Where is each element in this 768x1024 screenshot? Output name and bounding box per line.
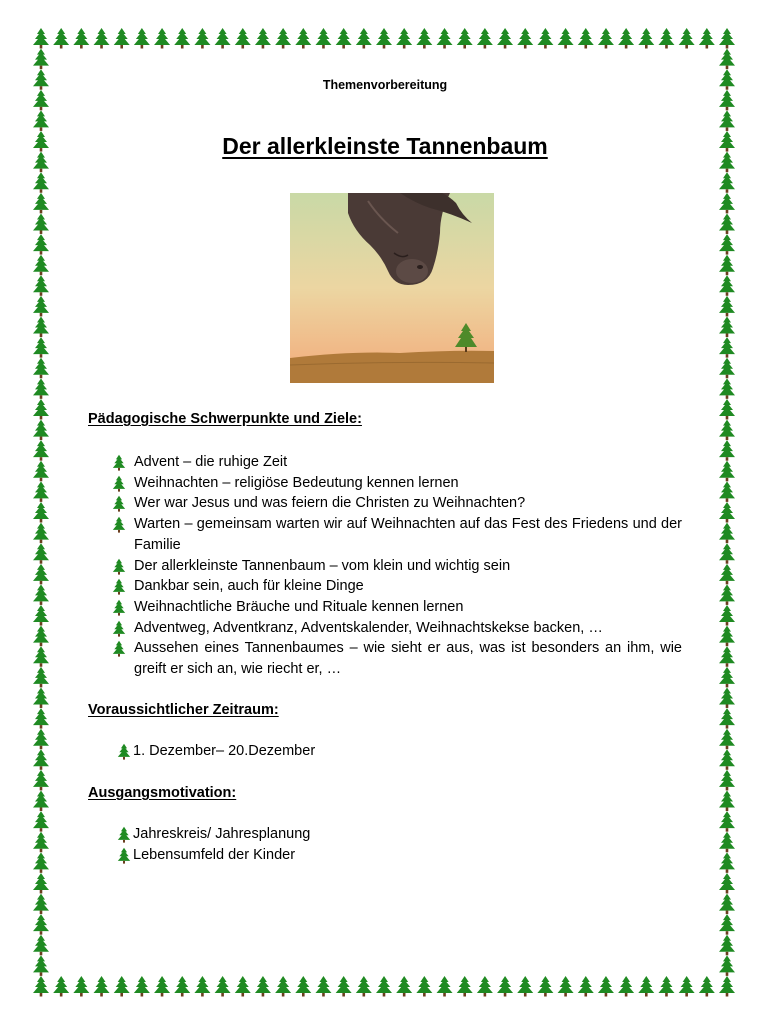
list-item: [88, 473, 682, 494]
border-tree-icon: [33, 852, 49, 873]
border-tree-icon: [719, 255, 735, 276]
border-tree-icon: [33, 873, 49, 894]
border-tree-icon: [719, 626, 735, 647]
border-tree-icon: [33, 543, 49, 564]
document-title: Der allerkleinste Tannenbaum: [222, 133, 548, 159]
border-tree-icon: [33, 502, 49, 523]
list-item-text: Lebensumfeld der Kinder: [133, 846, 296, 863]
border-tree-icon: [33, 605, 49, 626]
motivation-heading: Ausgangsmotivation:: [88, 785, 237, 801]
list-item-text: Wer war Jesus und was feiern die Christen zu Weihnachten?: [134, 495, 526, 512]
border-tree-icon: [33, 584, 49, 605]
border-tree-icon: [719, 317, 735, 338]
border-tree-icon: [33, 152, 49, 173]
border-tree-icon: [33, 626, 49, 647]
border-tree-icon: [33, 811, 49, 832]
border-tree-icon: [719, 110, 735, 131]
border-tree-icon: [33, 358, 49, 379]
fir-tree-icon: [110, 620, 128, 637]
list-item-text: Dankbar sein, auch für kleine Dinge: [134, 578, 364, 595]
border-tree-icon: [33, 687, 49, 708]
border-tree-icon: [719, 49, 735, 70]
border-tree-icon: [33, 646, 49, 667]
border-tree-icon: [33, 213, 49, 234]
fir-tree-icon: [110, 516, 128, 533]
border-tree-icon: [53, 28, 69, 49]
border-tree-icon: [719, 296, 735, 317]
document-page: [88, 0, 682, 1024]
border-tree-icon: [33, 90, 49, 111]
border-tree-icon: [33, 770, 49, 791]
period-heading: Voraussichtlicher Zeitraum:: [88, 702, 279, 718]
fir-tree-icon: [110, 475, 128, 492]
list-item: [88, 514, 682, 555]
border-tree-icon: [719, 481, 735, 502]
list-item: [88, 638, 682, 679]
border-tree-icon: [33, 894, 49, 915]
list-item: [88, 597, 682, 618]
border-tree-icon: [719, 420, 735, 441]
border-tree-icon: [33, 523, 49, 544]
border-tree-icon: [719, 28, 735, 49]
border-tree-icon: [33, 110, 49, 131]
list-item: [88, 576, 682, 597]
border-tree-icon: [719, 935, 735, 956]
border-tree-icon: [719, 914, 735, 935]
border-tree-icon: [719, 152, 735, 173]
border-tree-icon: [719, 378, 735, 399]
border-tree-icon: [33, 172, 49, 193]
border-tree-icon: [719, 667, 735, 688]
border-tree-icon: [719, 172, 735, 193]
border-tree-icon: [719, 770, 735, 791]
border-tree-icon: [719, 399, 735, 420]
list-item: [88, 618, 682, 639]
fir-tree-icon: [115, 847, 133, 864]
border-tree-icon: [73, 28, 89, 49]
border-tree-icon: [699, 28, 715, 49]
list-item: [88, 493, 682, 514]
border-tree-icon: [33, 976, 49, 997]
fir-tree-icon: [110, 495, 128, 512]
period-list: [88, 741, 682, 762]
fir-tree-icon: [110, 558, 128, 575]
border-tree-icon: [719, 564, 735, 585]
list-item-text: Advent – die ruhige Zeit: [134, 454, 288, 470]
border-tree-icon: [33, 234, 49, 255]
border-tree-icon: [33, 296, 49, 317]
border-tree-icon: [719, 584, 735, 605]
border-tree-icon: [719, 832, 735, 853]
border-tree-icon: [33, 708, 49, 729]
document-overline: Themenvorbereitung: [322, 78, 448, 92]
list-item-text: 1. Dezember– 20.Dezember: [133, 743, 316, 759]
border-tree-icon: [719, 234, 735, 255]
border-tree-icon: [719, 811, 735, 832]
border-tree-icon: [73, 976, 89, 997]
goals-list: [88, 452, 682, 680]
list-item-text: Weihnachtliche Bräuche und Rituale kennen lernen: [134, 598, 464, 615]
border-tree-icon: [33, 955, 49, 976]
border-tree-icon: [33, 255, 49, 276]
border-tree-icon: [719, 275, 735, 296]
border-tree-icon: [699, 976, 715, 997]
list-item-text: Jahreskreis/ Jahresplanung: [133, 826, 311, 842]
border-tree-icon: [719, 131, 735, 152]
border-tree-icon: [719, 646, 735, 667]
border-tree-icon: [53, 976, 69, 997]
donkey-and-tree-illustration: [290, 193, 494, 383]
fir-tree-icon: [115, 743, 133, 760]
border-tree-icon: [33, 131, 49, 152]
motivation-list: [88, 824, 682, 865]
list-item: [88, 556, 682, 577]
list-item: [88, 824, 682, 845]
border-tree-icon: [719, 894, 735, 915]
border-tree-icon: [33, 337, 49, 358]
border-tree-icon: [33, 399, 49, 420]
border-tree-icon: [33, 461, 49, 482]
border-tree-icon: [719, 440, 735, 461]
border-tree-icon: [33, 28, 49, 49]
border-tree-icon: [33, 667, 49, 688]
border-tree-icon: [719, 502, 735, 523]
border-tree-icon: [33, 832, 49, 853]
list-item-text: Weihnachten – religiöse Bedeutung kennen lernen: [134, 474, 459, 491]
fir-tree-icon: [110, 599, 128, 616]
list-item-text: Warten – gemeinsam warten wir auf Weihnachten auf das Fest des Friedens und der Familie: [134, 516, 682, 553]
border-tree-icon: [33, 69, 49, 90]
goals-heading: Pädagogische Schwerpunkte und Ziele:: [88, 411, 362, 427]
border-tree-icon: [33, 914, 49, 935]
fir-tree-icon: [110, 640, 128, 657]
border-tree-icon: [719, 69, 735, 90]
border-tree-icon: [719, 955, 735, 976]
border-tree-icon: [719, 193, 735, 214]
border-tree-icon: [33, 49, 49, 70]
border-tree-icon: [719, 791, 735, 812]
border-tree-icon: [719, 852, 735, 873]
border-tree-icon: [33, 749, 49, 770]
border-tree-icon: [719, 358, 735, 379]
border-tree-icon: [719, 708, 735, 729]
list-item-text: Der allerkleinste Tannenbaum – vom klein und wichtig sein: [134, 557, 511, 574]
border-tree-icon: [719, 976, 735, 997]
border-tree-icon: [719, 543, 735, 564]
border-tree-icon: [719, 213, 735, 234]
border-tree-icon: [719, 523, 735, 544]
border-tree-icon: [719, 749, 735, 770]
border-tree-icon: [33, 420, 49, 441]
border-tree-icon: [719, 687, 735, 708]
list-item-text: Aussehen eines Tannenbaumes – wie sieht er aus, was ist besonders an ihm, wie greift er sich an, wie riecht er, …: [134, 640, 682, 678]
list-item: [88, 741, 682, 762]
list-item: [88, 452, 682, 473]
fir-tree-icon: [115, 826, 133, 843]
border-tree-icon: [33, 193, 49, 214]
border-tree-icon: [33, 564, 49, 585]
border-tree-icon: [33, 378, 49, 399]
border-tree-icon: [719, 605, 735, 626]
border-tree-icon: [33, 275, 49, 296]
border-tree-icon: [33, 481, 49, 502]
border-tree-icon: [719, 873, 735, 894]
border-tree-icon: [33, 791, 49, 812]
border-tree-icon: [719, 729, 735, 750]
border-tree-icon: [33, 729, 49, 750]
border-tree-icon: [33, 440, 49, 461]
border-tree-icon: [719, 337, 735, 358]
list-item-text: Adventweg, Adventkranz, Adventskalender, Weihnachtskekse backen, …: [134, 619, 603, 636]
fir-tree-icon: [110, 578, 128, 595]
border-tree-icon: [33, 935, 49, 956]
border-tree-icon: [33, 317, 49, 338]
list-item: [88, 845, 682, 866]
border-tree-icon: [719, 90, 735, 111]
border-tree-icon: [719, 461, 735, 482]
fir-tree-icon: [110, 454, 128, 471]
